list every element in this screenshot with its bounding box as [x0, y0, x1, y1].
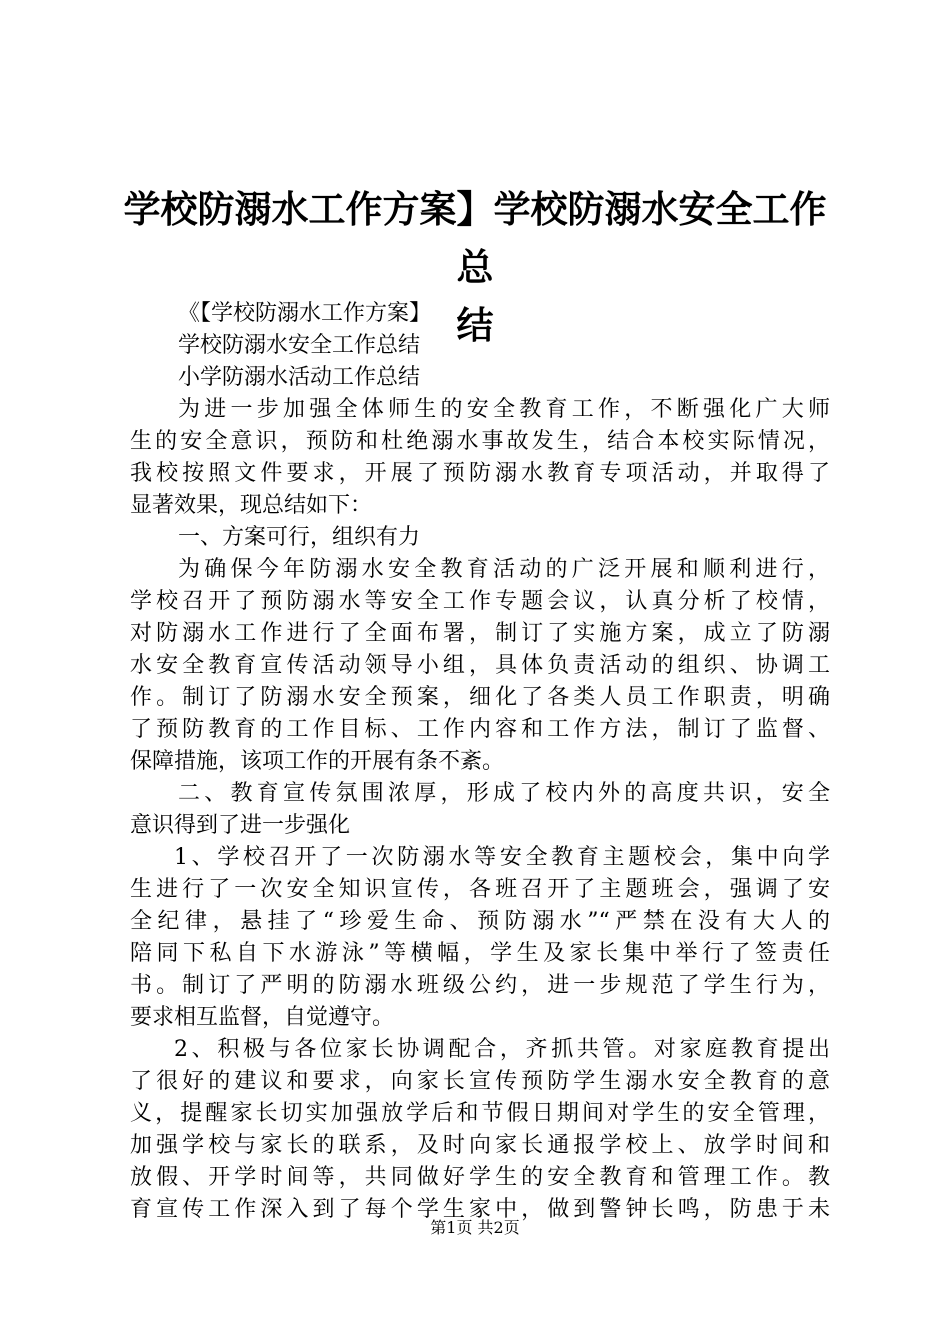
document-body — [130, 298, 830, 1226]
body-line: 加强学校与家长的联系，及时向家长通报学校上、放学时间和 — [130, 1133, 830, 1158]
body-line: 意识得到了进一步强化 — [130, 813, 351, 838]
title-line-1: 学校防溺水工作方案】学校防溺水安全工作总 — [123, 187, 827, 289]
title-line-2: 结 — [456, 303, 494, 347]
body-line: 显著效果，现总结如下： — [130, 493, 373, 518]
body-line: 《【学校防溺水工作方案】 — [178, 301, 432, 326]
body-line: 育宣传工作深入到了每个学生家中，做到警钟长鸣，防患于未 — [130, 1197, 830, 1222]
page-footer: 第1页 共2页 — [430, 1218, 520, 1237]
body-line: 作。制订了防溺水安全预案，细化了各类人员工作职责，明确 — [130, 685, 830, 710]
body-line: 全纪律，悬挂了“珍爱生命、预防溺水”“严禁在没有大人的 — [130, 909, 830, 934]
body-line: 学校召开了预防溺水等安全工作专题会议，认真分析了校情， — [130, 589, 830, 614]
body-line: 了很好的建议和要求，向家长宣传预防学生溺水安全教育的意 — [130, 1069, 830, 1094]
body-line: 水安全教育宣传活动领导小组，具体负责活动的组织、协调工 — [130, 653, 830, 678]
body-line: 了预防教育的工作目标、工作内容和工作方法，制订了监督、 — [130, 717, 830, 742]
body-line: 保障措施，该项工作的开展有条不紊。 — [130, 749, 505, 774]
body-line: 我校按照文件要求，开展了预防溺水教育专项活动，并取得了 — [130, 461, 830, 486]
body-line: 小学防溺水活动工作总结 — [178, 365, 421, 390]
body-line: 义，提醒家长切实加强放学后和节假日期间对学生的安全管理， — [130, 1101, 830, 1126]
body-line: 为进一步加强全体师生的安全教育工作，不断强化广大师 — [178, 397, 830, 422]
body-line: 2、积极与各位家长协调配合，齐抓共管。对家庭教育提出 — [174, 1037, 830, 1062]
body-line: 二、教育宣传氛围浓厚，形成了校内外的高度共识，安全 — [178, 781, 830, 806]
body-line: 陪同下私自下水游泳”等横幅，学生及家长集中举行了签责任 — [130, 941, 830, 966]
body-line: 要求相互监督，自觉遵守。 — [130, 1005, 395, 1030]
body-line: 对防溺水工作进行了全面布署，制订了实施方案，成立了防溺 — [130, 621, 830, 646]
body-line: 生进行了一次安全知识宣传，各班召开了主题班会，强调了安 — [130, 877, 830, 902]
body-line: 1、学校召开了一次防溺水等安全教育主题校会，集中向学 — [174, 845, 830, 870]
body-line: 学校防溺水安全工作总结 — [178, 333, 421, 358]
body-line: 一、方案可行，组织有力 — [178, 525, 421, 550]
body-line: 书。制订了严明的防溺水班级公约，进一步规范了学生行为， — [130, 973, 830, 998]
body-line: 放假、开学时间等，共同做好学生的安全教育和管理工作。教 — [130, 1165, 830, 1190]
body-line: 生的安全意识，预防和杜绝溺水事故发生，结合本校实际情况， — [130, 429, 830, 454]
body-line: 为确保今年防溺水安全教育活动的广泛开展和顺利进行， — [178, 557, 830, 582]
